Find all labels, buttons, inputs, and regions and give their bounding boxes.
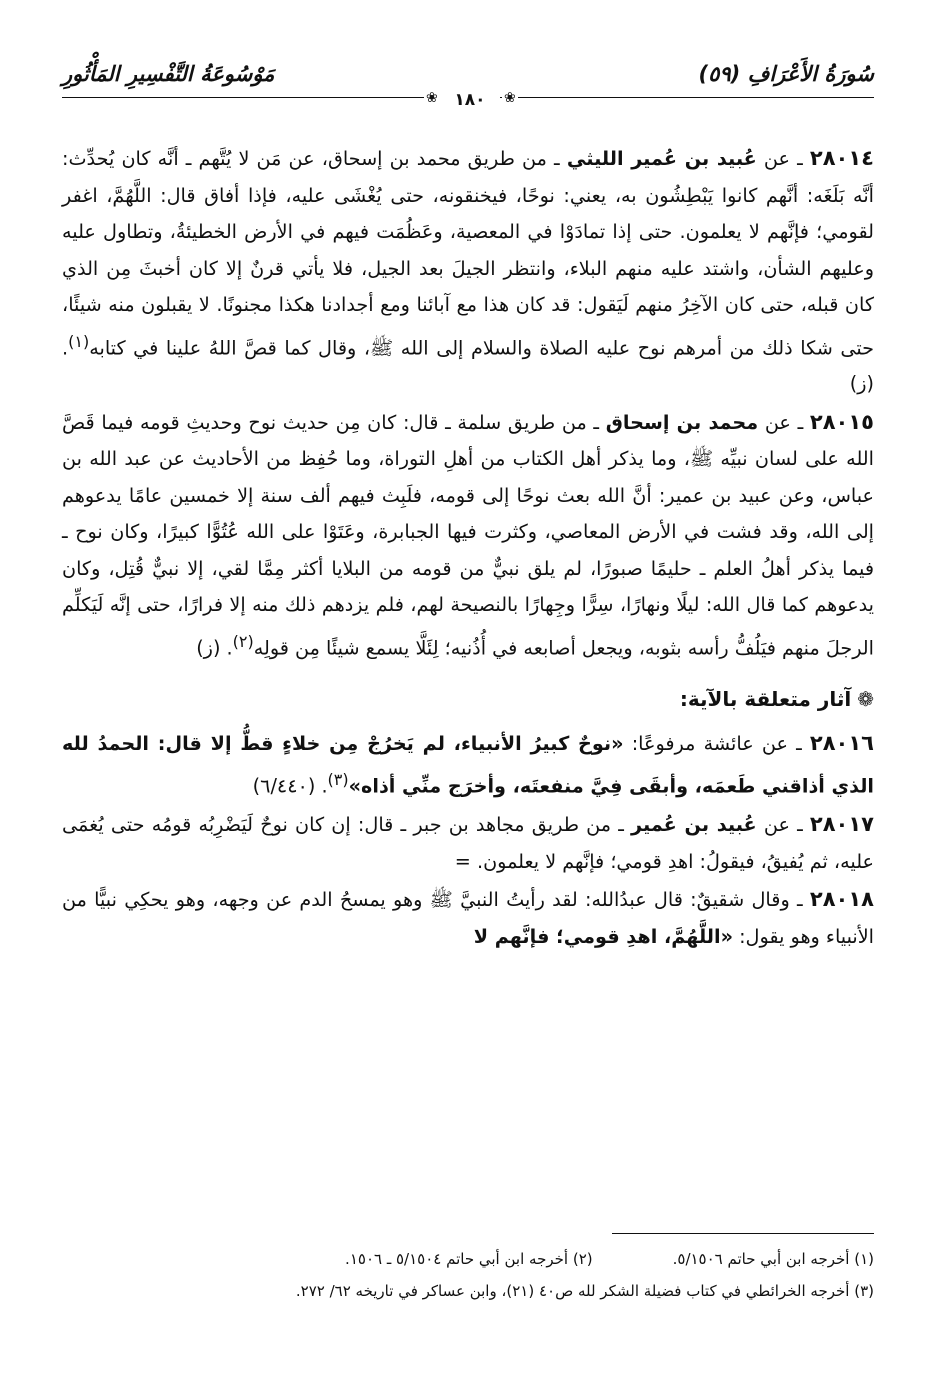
entry-number: ٢٨٠١٦ [809, 730, 874, 755]
entry-number: ٢٨٠١٥ [809, 409, 874, 434]
entry-number: ٢٨٠١٧ [809, 812, 874, 837]
entry-lead: ـ وقال شقيقٌ: [682, 888, 810, 912]
ornament-icon: ❀ [504, 90, 516, 106]
hadith-text: «اللَّهُمَّ، اهدِ قومي؛ فإنَّهم لا [473, 924, 733, 948]
star-ornament-icon: ❁ [857, 686, 874, 711]
entry-lead: ـ عن [756, 813, 810, 837]
entry-text: ـ من طريق مجاهد بن جبر ـ قال: إن كان نوحٌ لَيَضْرِبُه قومُه حتى يُغمَى عليه، ثم يُفيقُ، فيقولُ: اهدِ قومي؛ فإنَّهم لا يعلمون. = [62, 813, 874, 873]
ornament-icon: ❀ [426, 90, 438, 106]
section-title: آثار متعلقة بالآية: [679, 686, 852, 711]
entry-tail: . (ز) [196, 636, 233, 660]
narration-entry [62, 806, 874, 880]
entry-tail: . (ز) [62, 335, 874, 396]
footnotes [62, 1243, 874, 1307]
section-heading [62, 681, 874, 717]
entry-number: ٢٨٠١٨ [809, 887, 874, 912]
narration-entry [62, 404, 874, 667]
footnote-1: (١) أخرجه ابن أبي حاتم ٥/١٥٠٦. [672, 1250, 874, 1268]
footnote-rule [612, 1233, 874, 1234]
footnote-2: (٢) أخرجه ابن أبي حاتم ٥/١٥٠٤ ـ ١٥٠٦. [345, 1250, 593, 1268]
entry-text: قال عبدُالله: لقد رأيتُ النبيَّ ﷺ وهو يمسحُ الدم عن وجهه، وهو يحكِي نبيًّا من الأنبياء وهو يقول: [62, 888, 874, 948]
footnote-3: (٣) أخرجه الخرائطي في كتاب فضيلة الشكر لله ص٤٠ (٢١)، وابن عساكر في تاريخه ٦٢/ ٢٧٢. [295, 1282, 874, 1300]
hadith-text: «نوحٌ كبيرُ الأنبياء، لم يَخرُجْ مِن خلاءٍ قطُّ إلا قال: الحمدُ لله الذي أذاقني طَعمَه، وأبقَى فِيَّ منفعتَه، وأخرَج منِّي أذاه» [62, 731, 874, 798]
narrator-name: عُبيد بن عُمير الليثي [566, 147, 757, 170]
entry-tail: . (٦/٤٤٠) [252, 774, 328, 798]
page-body [62, 140, 874, 956]
narration-entry [62, 725, 874, 805]
entry-text: ـ من طريق محمد بن إسحاق، عن مَن لا يُتَّهم ـ أنَّه كان يُحدِّث: أنَّه بَلَغَه: أنَّهم كانوا يَبْطِشُون به، يعني: نوحًا، فيخنقونه، حتى يُغْشَى عليه، فإذا أفاق قال: اللَّهُمَّ، اغفر لقومي؛ فإنَّهم لا يعلمون. حتى إذا تمادَوْا في المعصية، وعَظُمَت فيهم في الأرض الخطيئةُ، وتطاول عليه وعليهم الشأن، واشتد عليه منهم البلاء، وانتظر الجيلَ بعد الجيل، فلا يأتي قرنٌ إلا كان أخبثَ مِن الذي كان قبله، حتى كان الآخِرُ منهم لَيَقول: قد كان هذا مع آبائنا ومع أجدادنا هكذا مجنونًا. لا يقبلون منه شيئًا، حتى شكا ذلك من أمرهم نوح عليه الصلاة والسلام إلى الله ﷺ، وقال كما قصَّ اللهُ علينا في كتابه [62, 147, 874, 359]
footnote-ref: (١) [68, 331, 90, 351]
page-number: ١٨٠ [440, 90, 500, 110]
footnote-ref: (٣) [327, 770, 349, 790]
entry-lead: ـ عن عائشة مرفوعًا: [623, 731, 810, 755]
narrator-name: محمد بن إسحاق [605, 410, 759, 434]
entry-number: ٢٨٠١٤ [809, 146, 874, 170]
narration-entry [62, 881, 874, 955]
book-title: مَوْسُوعَةُ التَّفْسِيرِ المَأْثُورِ [62, 62, 275, 86]
narration-entry [62, 140, 874, 403]
entry-text: ـ من طريق سلمة ـ قال: كان مِن حديث نوح وحديثِ قومه فيما قَصَّ الله على لسان نبيِّه ﷺ، وما يذكر أهل الكتاب من أهلِ التوراة، وما حُفِظ من الأحاديث عن عبد الله بن عباس، وعن عبيد بن عمير: أنَّ الله بعث نوحًا إلى قومه، فلَبِث فيهم ألف سنة إلا خمسين عامًا يدعوهم إلى الله، وقد فشت في الأرض المعاصي، وكثرت فيها الجبابرة، وعَتَوْا على الله عُتُوًّا كبيرًا، وكان نوح ـ فيما يذكر أهلُ العلم ـ حليمًا صبورًا، لم يلق نبيٌّ من قومه من البلايا أكثر مِمَّا لقي، إلا نبيٌّ قُتِل، وكان يدعوهم كما قال الله: ليلًا ونهارًا، سِرًّا وجِهارًا بالنصيحة لهم، فلم يزدهم ذلك منه إلا فرارًا، حتى إنَّه لَيَكلِّم الرجلَ منهم فيَلُفُّ رأسه بثوبه، ويجعل أصابعه في أُذُنيه؛ لِئَلَّا يسمع شيئًا مِن قولِه [62, 410, 874, 660]
entry-lead: ـ عن [756, 147, 810, 170]
narrator-name: عُبيد بن عُمير [631, 813, 757, 837]
footnote-ref: (٢) [232, 631, 254, 651]
surah-title: سُورَةُ الأَعْرَافِ (٥٩) [698, 62, 874, 86]
entry-lead: ـ عن [758, 410, 810, 434]
running-header [62, 58, 874, 94]
